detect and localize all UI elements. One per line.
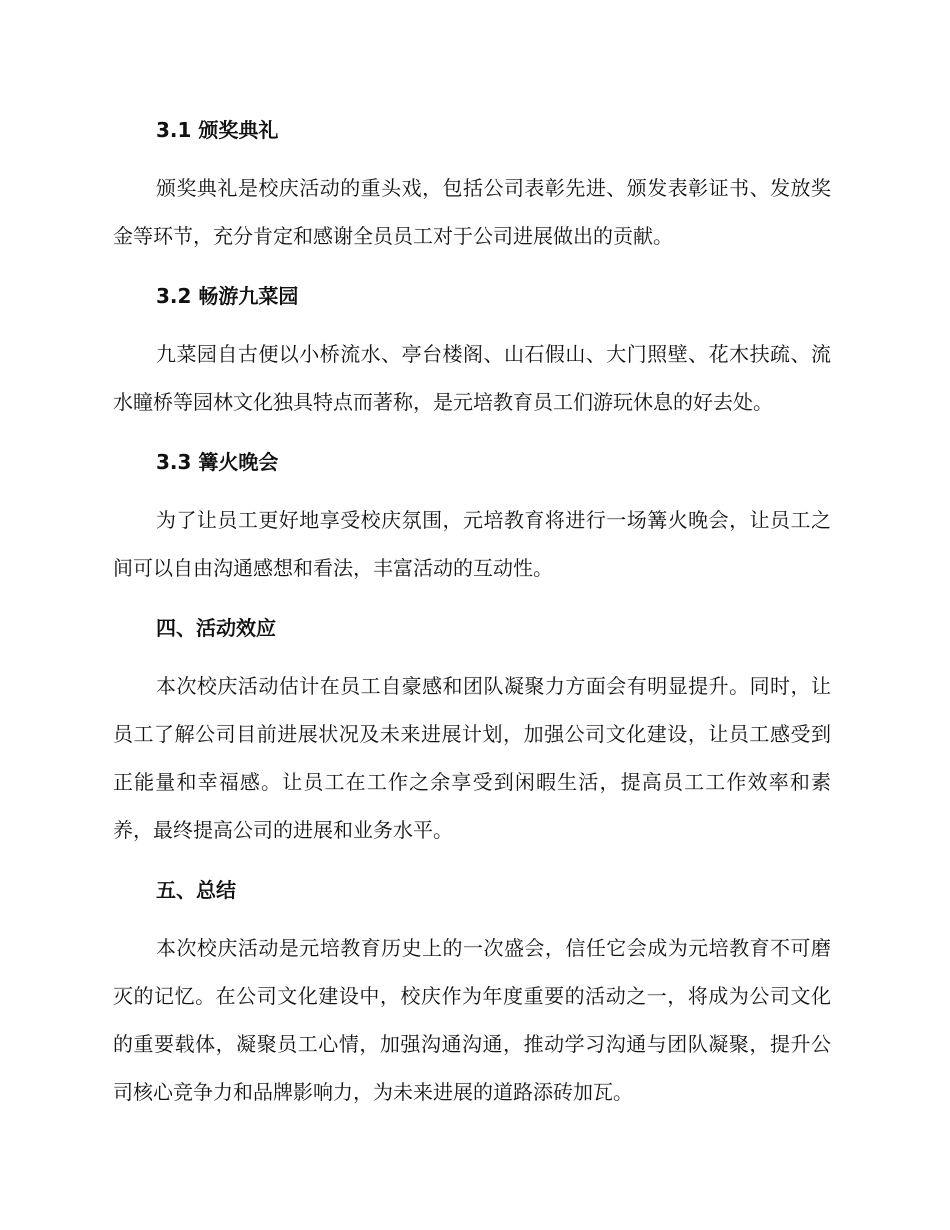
section-paragraph-3-2: 九菜园自古便以小桥流水、亭台楼阁、山石假山、大门照壁、花木扶疏、流水瞳桥等园林文化独具特点而著称，是元培教育员工们游玩休息的好去处。 (113, 342, 831, 414)
section-heading-4: 四、活动效应 (156, 616, 276, 640)
section-paragraph-3-3: 为了让员工更好地享受校庆氛围，元培教育将进行一场篝火晚会，让员工之间可以自由沟通感想和看法，丰富活动的互动性。 (113, 508, 831, 580)
section-heading-5: 五、总结 (156, 878, 236, 902)
section-heading-3-3: 3.3 篝火晚会 (156, 450, 279, 474)
section-heading-3-2: 3.2 畅游九菜园 (156, 284, 299, 308)
section-paragraph-4: 本次校庆活动估计在员工自豪感和团队凝聚力方面会有明显提升。同时，让员工了解公司目前进展状况及未来进展计划，加强公司文化建设，让员工感受到正能量和幸福感。让员工在工作之余享受到闲暇生活，提高员工工作效率和素养，最终提高公司的进展和业务水平。 (113, 674, 831, 842)
section-paragraph-5: 本次校庆活动是元培教育历史上的一次盛会，信任它会成为元培教育不可磨灭的记忆。在公司文化建设中，校庆作为年度重要的活动之一，将成为公司文化的重要载体，凝聚员工心情，加强沟通沟通，推动学习沟通与团队凝聚，提升公司核心竞争力和品牌影响力，为未来进展的道路添砖加瓦。 (113, 936, 831, 1104)
section-paragraph-3-1: 颁奖典礼是校庆活动的重头戏，包括公司表彰先进、颁发表彰证书、发放奖金等环节，充分肯定和感谢全员员工对于公司进展做出的贡献。 (113, 176, 831, 248)
section-heading-3-1: 3.1 颁奖典礼 (156, 118, 279, 142)
document-body (113, 110, 831, 1116)
